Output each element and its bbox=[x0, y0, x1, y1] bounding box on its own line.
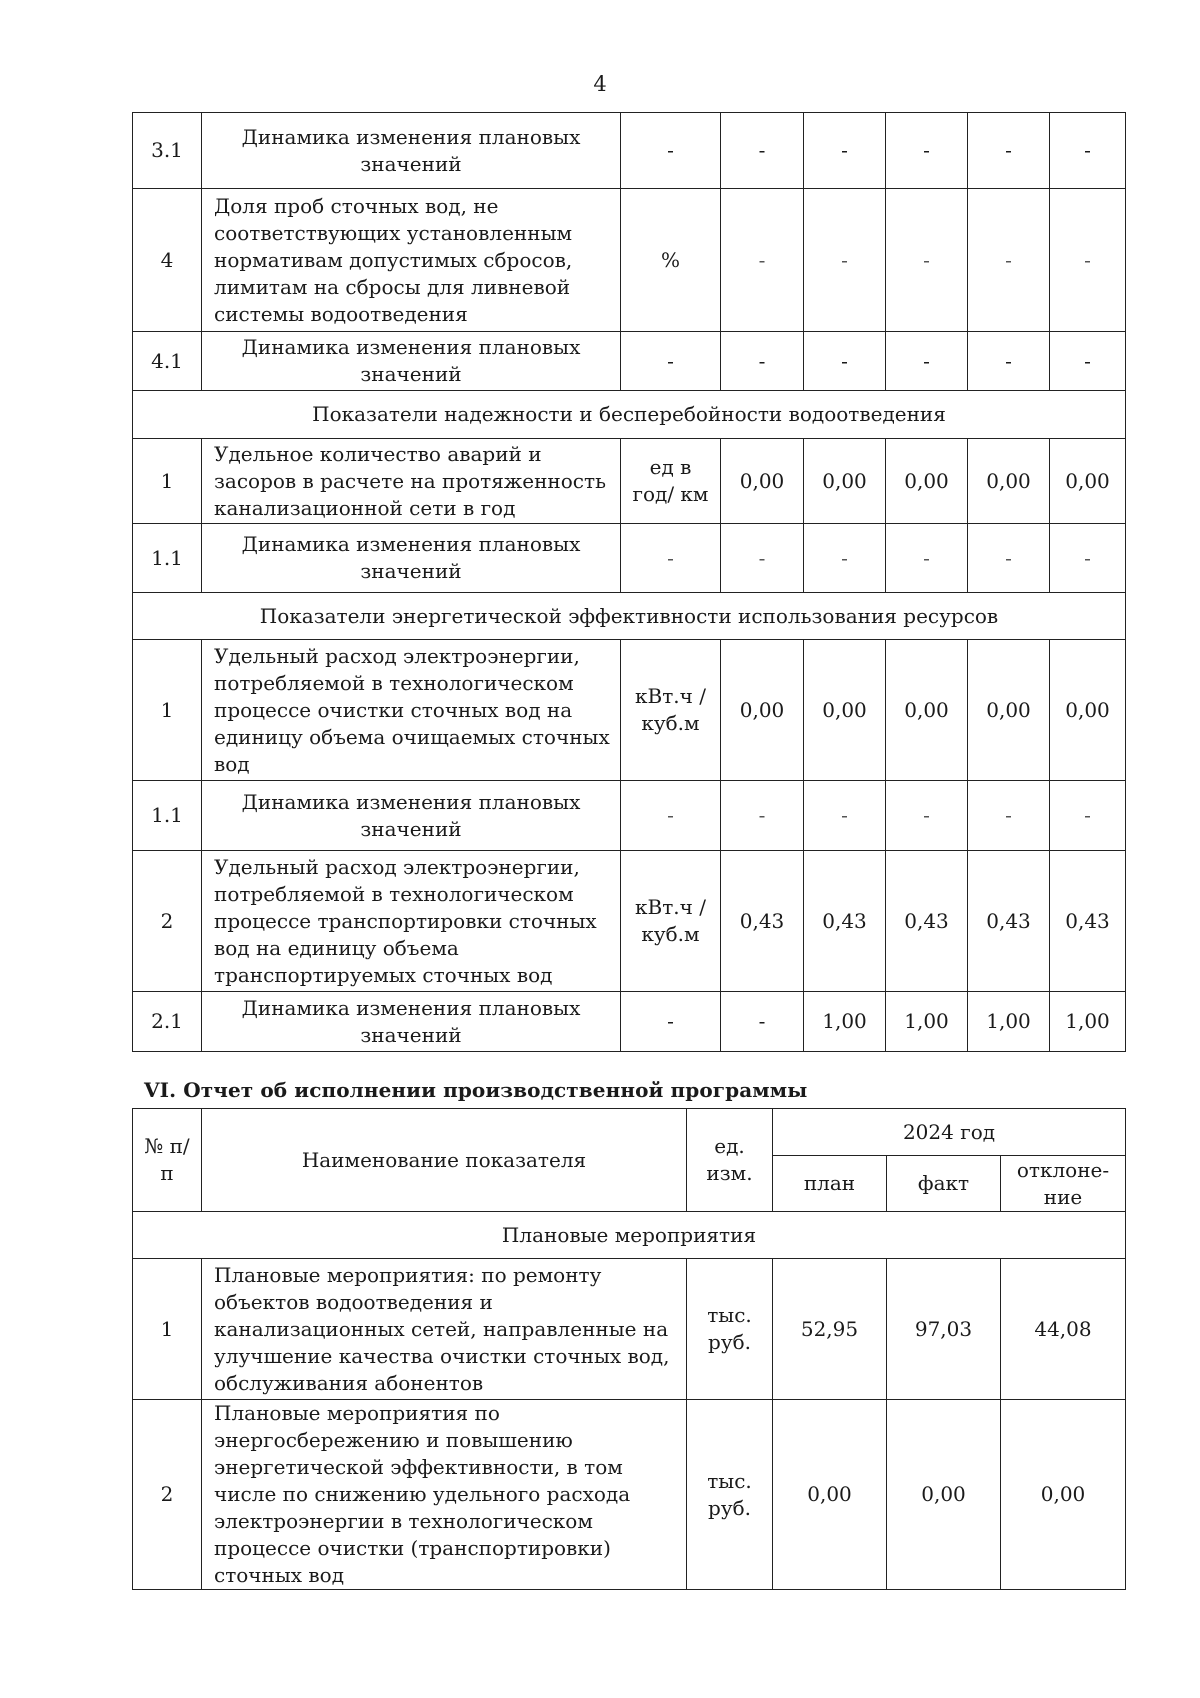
value-cell: 0,00 bbox=[804, 640, 886, 781]
table-row bbox=[133, 189, 1126, 332]
value-cell: - bbox=[968, 524, 1050, 593]
table-row bbox=[133, 332, 1126, 391]
value-cell: 0,00 bbox=[968, 439, 1050, 524]
deviation-value: 0,00 bbox=[1001, 1400, 1126, 1590]
value-cell: - bbox=[721, 781, 804, 851]
fact-value: 97,03 bbox=[887, 1259, 1001, 1400]
value-cell: - bbox=[804, 113, 886, 189]
unit-cell: - bbox=[621, 992, 721, 1052]
table-row bbox=[133, 640, 1126, 781]
value-cell: - bbox=[721, 524, 804, 593]
value-cell: - bbox=[1050, 781, 1126, 851]
measure-name: Плановые мероприятия: по ремонту объектов водоотведения и канализационных сетей, направленные на улучшение качества очистки сточных вод, обслуживания абонентов bbox=[202, 1259, 687, 1400]
section-row bbox=[133, 391, 1126, 439]
unit-cell: % bbox=[621, 189, 721, 332]
value-cell: 0,00 bbox=[886, 640, 968, 781]
header-row bbox=[133, 1109, 1126, 1156]
value-cell: 0,00 bbox=[804, 439, 886, 524]
table-row bbox=[133, 992, 1126, 1052]
row-number: 3.1 bbox=[133, 113, 202, 189]
row-number: 1 bbox=[133, 640, 202, 781]
header-fact: факт bbox=[887, 1156, 1001, 1212]
value-cell: 0,00 bbox=[721, 439, 804, 524]
row-number: 2 bbox=[133, 851, 202, 992]
value-cell: - bbox=[886, 189, 968, 332]
unit-cell: кВт.ч / куб.м bbox=[621, 640, 721, 781]
value-cell: - bbox=[968, 781, 1050, 851]
value-cell: - bbox=[721, 332, 804, 391]
page-number: 4 bbox=[593, 72, 607, 96]
unit-cell: - bbox=[621, 781, 721, 851]
row-number: 1 bbox=[133, 1259, 202, 1400]
value-cell: 0,00 bbox=[968, 640, 1050, 781]
value-cell: - bbox=[1050, 113, 1126, 189]
unit-cell: - bbox=[621, 524, 721, 593]
section-title: VI. Отчет об исполнении производственной программы bbox=[144, 1078, 808, 1102]
row-number: 2 bbox=[133, 1400, 202, 1590]
indicator-name: Динамика изменения плановых значений bbox=[202, 332, 621, 391]
row-number: 1.1 bbox=[133, 781, 202, 851]
value-cell: 0,00 bbox=[886, 439, 968, 524]
indicator-name: Динамика изменения плановых значений bbox=[202, 781, 621, 851]
value-cell: 0,00 bbox=[1050, 640, 1126, 781]
header-number: № п/п bbox=[133, 1109, 202, 1212]
header-indicator-name: Наименование показателя bbox=[202, 1109, 687, 1212]
plan-value: 0,00 bbox=[773, 1400, 887, 1590]
row-number: 1 bbox=[133, 439, 202, 524]
value-cell: 0,43 bbox=[886, 851, 968, 992]
value-cell: - bbox=[721, 113, 804, 189]
section-row bbox=[133, 593, 1126, 640]
section-row bbox=[133, 1212, 1126, 1259]
section-header-reliability: Показатели надежности и бесперебойности водоотведения bbox=[133, 391, 1126, 439]
value-cell: - bbox=[804, 781, 886, 851]
value-cell: - bbox=[968, 189, 1050, 332]
indicator-name: Доля проб сточных вод, не соответствующих установленным нормативам допустимых сбросов, лимитам на сбросы для ливневой системы водоотведения bbox=[202, 189, 621, 332]
indicator-name: Удельный расход электроэнергии, потребляемой в технологическом процессе транспортировки сточных вод на единицу объема транспортируемых сточных вод bbox=[202, 851, 621, 992]
measure-name: Плановые мероприятия по энергосбережению и повышению энергетической эффективности, в том числе по снижению удельного расхода электроэнергии в технологическом процессе очистки (транспортировки) сточных вод bbox=[202, 1400, 687, 1590]
value-cell: - bbox=[968, 332, 1050, 391]
unit-cell: - bbox=[621, 113, 721, 189]
row-number: 2.1 bbox=[133, 992, 202, 1052]
value-cell: - bbox=[886, 524, 968, 593]
group-header-planned-measures: Плановые мероприятия bbox=[133, 1212, 1126, 1259]
deviation-value: 44,08 bbox=[1001, 1259, 1126, 1400]
unit-cell: тыс. руб. bbox=[687, 1400, 773, 1590]
table-row bbox=[133, 439, 1126, 524]
header-year: 2024 год bbox=[773, 1109, 1126, 1156]
table-row bbox=[133, 781, 1126, 851]
value-cell: 0,43 bbox=[721, 851, 804, 992]
table-row bbox=[133, 851, 1126, 992]
value-cell: - bbox=[1050, 524, 1126, 593]
value-cell: 1,00 bbox=[1050, 992, 1126, 1052]
value-cell: - bbox=[721, 189, 804, 332]
value-cell: 0,00 bbox=[1050, 439, 1126, 524]
unit-cell: ед в год/ км bbox=[621, 439, 721, 524]
value-cell: - bbox=[886, 113, 968, 189]
value-cell: 0,43 bbox=[804, 851, 886, 992]
unit-cell: тыс. руб. bbox=[687, 1259, 773, 1400]
plan-value: 52,95 bbox=[773, 1259, 887, 1400]
unit-cell: - bbox=[621, 332, 721, 391]
value-cell: 0,00 bbox=[721, 640, 804, 781]
value-cell: - bbox=[804, 332, 886, 391]
table-row bbox=[133, 524, 1126, 593]
value-cell: - bbox=[886, 332, 968, 391]
value-cell: - bbox=[886, 781, 968, 851]
value-cell: - bbox=[1050, 189, 1126, 332]
value-cell: 0,43 bbox=[968, 851, 1050, 992]
value-cell: - bbox=[1050, 332, 1126, 391]
value-cell: - bbox=[804, 189, 886, 332]
value-cell: 1,00 bbox=[804, 992, 886, 1052]
row-number: 4 bbox=[133, 189, 202, 332]
table-row bbox=[133, 113, 1126, 189]
table-row bbox=[133, 1259, 1126, 1400]
row-number: 4.1 bbox=[133, 332, 202, 391]
indicator-name: Динамика изменения плановых значений bbox=[202, 992, 621, 1052]
header-plan: план bbox=[773, 1156, 887, 1212]
fact-value: 0,00 bbox=[887, 1400, 1001, 1590]
value-cell: - bbox=[968, 113, 1050, 189]
section-header-energy: Показатели энергетической эффективности использования ресурсов bbox=[133, 593, 1126, 640]
program-report-table bbox=[132, 1108, 1126, 1590]
indicator-name: Удельный расход электроэнергии, потребляемой в технологическом процессе очистки сточных вод на единицу объема очищаемых сточных вод bbox=[202, 640, 621, 781]
unit-cell: кВт.ч / куб.м bbox=[621, 851, 721, 992]
value-cell: - bbox=[721, 992, 804, 1052]
indicator-name: Удельное количество аварий и засоров в расчете на протяженность канализационной сети в год bbox=[202, 439, 621, 524]
value-cell: 1,00 bbox=[968, 992, 1050, 1052]
row-number: 1.1 bbox=[133, 524, 202, 593]
indicator-name: Динамика изменения плановых значений bbox=[202, 113, 621, 189]
indicator-name: Динамика изменения плановых значений bbox=[202, 524, 621, 593]
value-cell: 1,00 bbox=[886, 992, 968, 1052]
value-cell: 0,43 bbox=[1050, 851, 1126, 992]
table-row bbox=[133, 1400, 1126, 1590]
header-unit: ед. изм. bbox=[687, 1109, 773, 1212]
header-deviation: отклоне-ние bbox=[1001, 1156, 1126, 1212]
value-cell: - bbox=[804, 524, 886, 593]
indicators-table bbox=[132, 112, 1126, 1052]
